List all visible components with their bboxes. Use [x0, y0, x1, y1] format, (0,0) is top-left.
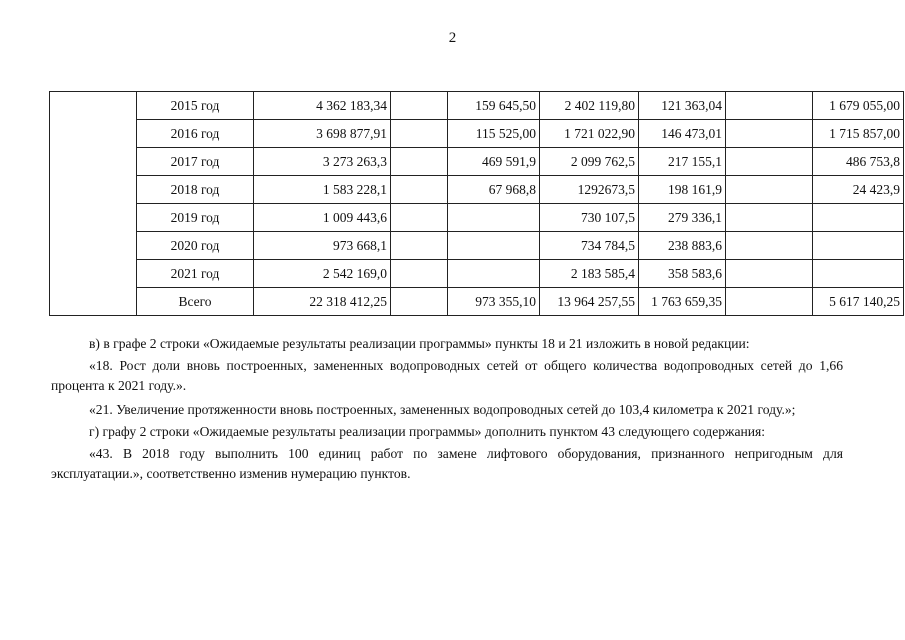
value-cell-c6: [726, 232, 813, 260]
value-cell-c2: [391, 204, 448, 232]
value-cell-c4: 734 784,5: [540, 232, 639, 260]
year-cell: 2019 год: [137, 204, 254, 232]
value-cell-c1: 3 698 877,91: [254, 120, 391, 148]
paragraph-v: в) в графе 2 строки «Ожидаемые результаты реализации программы» пункты 18 и 21 изложить в новой редакции:: [89, 336, 750, 351]
value-cell-c7: 24 423,9: [813, 176, 904, 204]
value-cell-c7: [813, 204, 904, 232]
value-cell-c4: 2 402 119,80: [540, 92, 639, 120]
table-row: [50, 204, 904, 232]
blank-cell: [50, 92, 137, 120]
value-cell-c6: [726, 148, 813, 176]
value-cell-c1: 973 668,1: [254, 232, 391, 260]
year-cell: 2015 год: [137, 92, 254, 120]
value-cell-c6: [726, 288, 813, 316]
value-cell-c2: [391, 176, 448, 204]
value-cell-c3: [448, 204, 540, 232]
blank-cell: [50, 176, 137, 204]
value-cell-c1: 1 583 228,1: [254, 176, 391, 204]
value-cell-c7: 486 753,8: [813, 148, 904, 176]
value-cell-c6: [726, 92, 813, 120]
value-cell-c3: [448, 260, 540, 288]
year-cell: 2018 год: [137, 176, 254, 204]
value-cell-c6: [726, 176, 813, 204]
value-cell-c5: 198 161,9: [639, 176, 726, 204]
value-cell-c4: 2 183 585,4: [540, 260, 639, 288]
table-row: [50, 148, 904, 176]
value-cell-c5: 238 883,6: [639, 232, 726, 260]
blank-cell: [50, 120, 137, 148]
value-cell-c1: 3 273 263,3: [254, 148, 391, 176]
table-row: [50, 120, 904, 148]
value-cell-c3: 67 968,8: [448, 176, 540, 204]
blank-cell: [50, 232, 137, 260]
value-cell-c2: [391, 288, 448, 316]
value-cell-c1: 2 542 169,0: [254, 260, 391, 288]
year-cell: 2017 год: [137, 148, 254, 176]
table-row: [50, 260, 904, 288]
value-cell-c5: 358 583,6: [639, 260, 726, 288]
value-cell-c6: [726, 204, 813, 232]
paragraph-g: г) графу 2 строки «Ожидаемые результаты реализации программы» дополнить пунктом 43 следующего содержания:: [89, 424, 766, 439]
value-cell-c1: 22 318 412,25: [254, 288, 391, 316]
value-cell-c3: [448, 232, 540, 260]
value-cell-c1: 4 362 183,34: [254, 92, 391, 120]
table-row: [50, 92, 904, 120]
value-cell-c5: 1 763 659,35: [639, 288, 726, 316]
value-cell-c7: [813, 260, 904, 288]
table-body: [50, 92, 904, 316]
value-cell-c7: [813, 232, 904, 260]
value-cell-c5: 217 155,1: [639, 148, 726, 176]
year-cell: 2021 год: [137, 260, 254, 288]
value-cell-c2: [391, 92, 448, 120]
value-cell-c1: 1 009 443,6: [254, 204, 391, 232]
year-cell: 2016 год: [137, 120, 254, 148]
paragraph-item-18: «18. Рост доли вновь построенных, замененных водопроводных сетей от общего количества водопроводных сетей до 1,66 процента к 2021 году.».: [51, 358, 843, 393]
value-cell-c3: 115 525,00: [448, 120, 540, 148]
value-cell-c4: 2 099 762,5: [540, 148, 639, 176]
value-cell-c6: [726, 260, 813, 288]
paragraph-item-21: «21. Увеличение протяженности вновь построенных, замененных водопроводных сетей до 103,4 километра к 2021 году.»;: [89, 402, 796, 417]
value-cell-c4: 1292673,5: [540, 176, 639, 204]
year-cell: 2020 год: [137, 232, 254, 260]
budget-table: [49, 91, 904, 316]
value-cell-c4: 1 721 022,90: [540, 120, 639, 148]
value-cell-c3: 973 355,10: [448, 288, 540, 316]
value-cell-c5: 279 336,1: [639, 204, 726, 232]
paragraph-item-43: «43. В 2018 году выполнить 100 единиц работ по замене лифтового оборудования, признанного непригодным для эксплуатации.», соответственно изменив нумерацию пунктов.: [51, 446, 843, 481]
value-cell-c7: 5 617 140,25: [813, 288, 904, 316]
value-cell-c2: [391, 260, 448, 288]
value-cell-c2: [391, 148, 448, 176]
blank-cell: [50, 204, 137, 232]
value-cell-c5: 121 363,04: [639, 92, 726, 120]
value-cell-c7: 1 679 055,00: [813, 92, 904, 120]
value-cell-c3: 159 645,50: [448, 92, 540, 120]
value-cell-c7: 1 715 857,00: [813, 120, 904, 148]
table-row: [50, 288, 904, 316]
blank-cell: [50, 260, 137, 288]
value-cell-c4: 13 964 257,55: [540, 288, 639, 316]
value-cell-c6: [726, 120, 813, 148]
page-number: 2: [448, 30, 457, 46]
value-cell-c3: 469 591,9: [448, 148, 540, 176]
value-cell-c4: 730 107,5: [540, 204, 639, 232]
year-cell: Всего: [137, 288, 254, 316]
value-cell-c2: [391, 120, 448, 148]
value-cell-c2: [391, 232, 448, 260]
table-row: [50, 232, 904, 260]
value-cell-c5: 146 473,01: [639, 120, 726, 148]
text-block: [51, 334, 843, 484]
table-row: [50, 176, 904, 204]
blank-cell: [50, 288, 137, 316]
blank-cell: [50, 148, 137, 176]
